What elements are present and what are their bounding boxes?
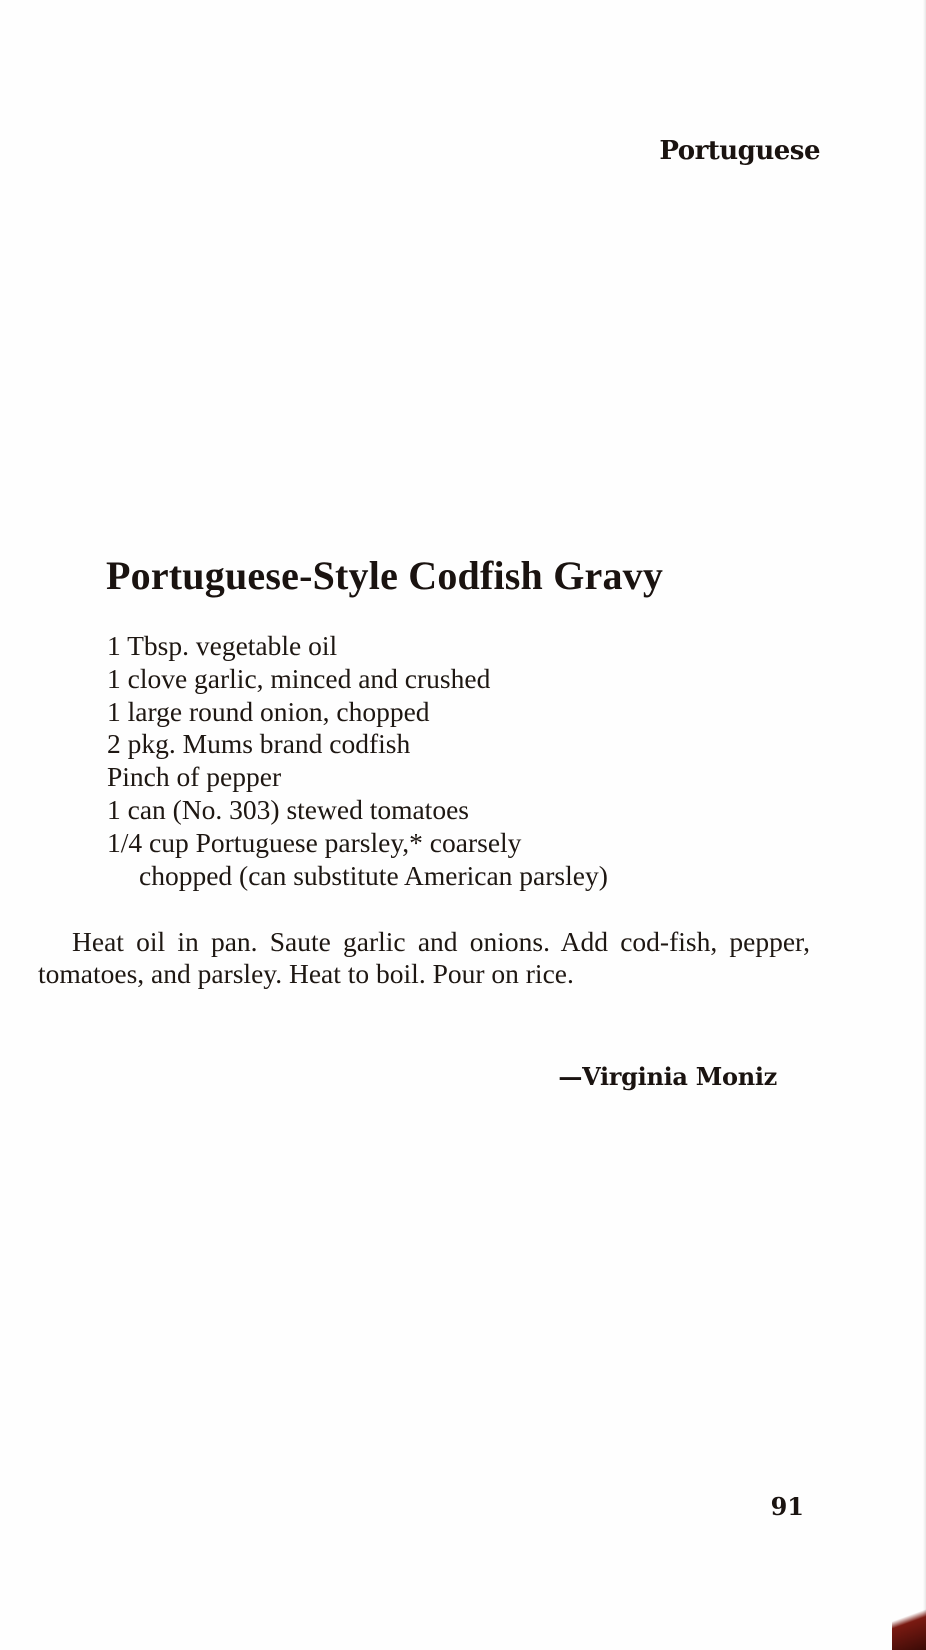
ingredient-item: 1 large round onion, chopped	[107, 695, 430, 727]
ingredient-item: 1 Tbsp. vegetable oil	[107, 630, 338, 661]
recipe-instructions: Heat oil in pan. Saute garlic and onions. Add cod-fish, pepper, tomatoes, and parsley. Heat to boil. Pour on rice.	[38, 926, 810, 989]
ingredient-item: Pinch of pepper	[107, 761, 282, 793]
ingredient-item: 2 pkg. Mums brand codfish	[107, 728, 411, 760]
recipe-title: Portuguese-Style Codfish Gravy	[106, 553, 664, 598]
recipe-attribution: —Virginia Moniz	[558, 1062, 777, 1091]
ingredient-item: 1 clove garlic, minced and crushed	[107, 662, 491, 694]
cover-corner	[892, 1588, 926, 1650]
page-number: 91	[770, 1492, 804, 1521]
ingredient-item: 1 can (No. 303) stewed tomatoes	[107, 793, 469, 825]
ingredient-item: 1/4 cup Portuguese parsley,* coarsely	[107, 826, 522, 858]
ingredient-item-continuation: chopped (can substitute American parsley)	[139, 859, 608, 891]
ingredient-list	[107, 630, 608, 892]
section-header: Portuguese	[659, 136, 820, 166]
